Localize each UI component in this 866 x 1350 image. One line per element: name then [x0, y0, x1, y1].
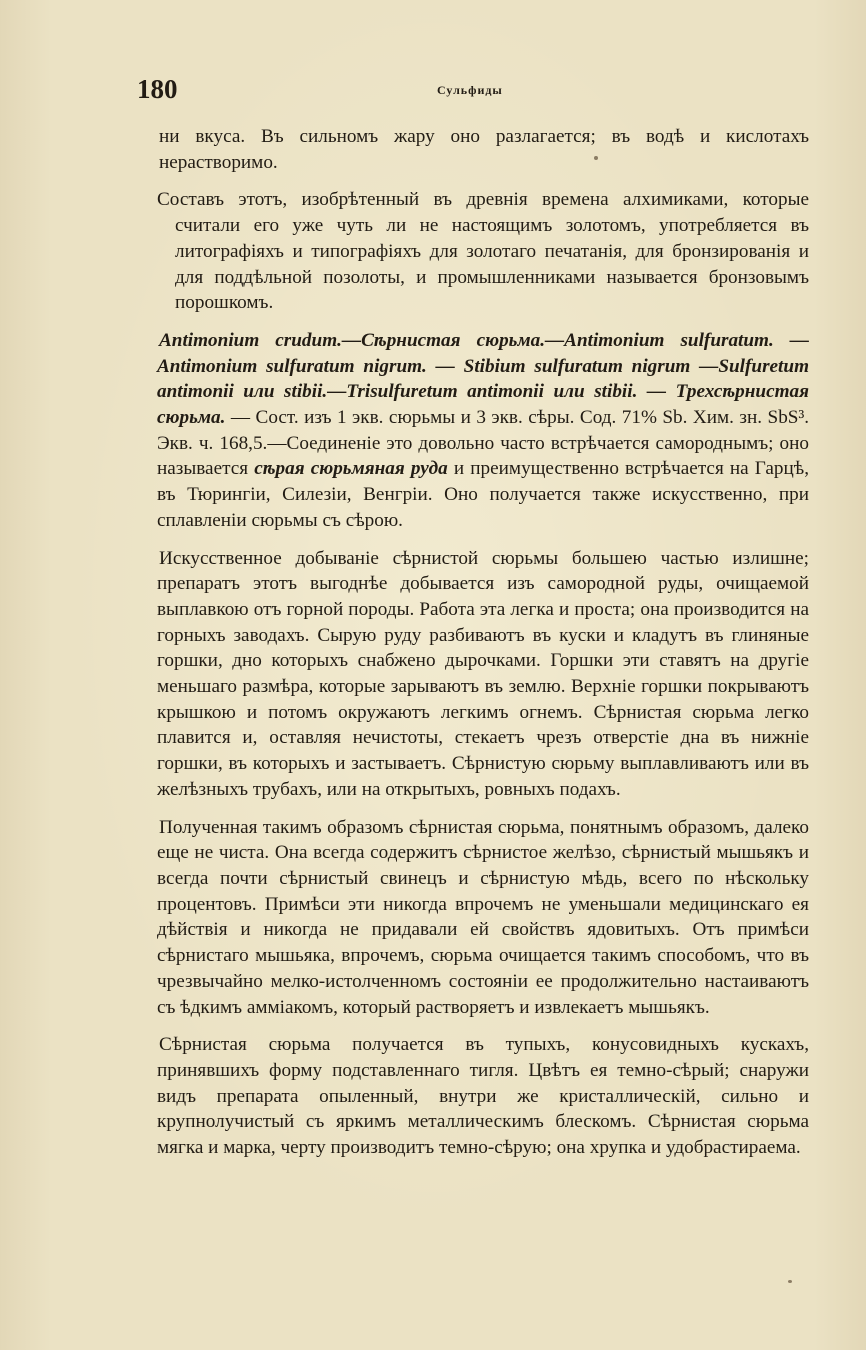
paragraph-6: Сѣрнистая сюрьма получается въ тупыхъ, конусовидныхъ кускахъ, принявшихъ форму подставленнаго тигля. Цвѣтъ ея темно-сѣрый; снаружи видъ препарата опыленный, внутри же кристаллическій, сильно и крупнолучистый съ яркимъ металлическимъ блескомъ. Сѣрнистая сюрьма мягка и марка, черту производитъ темно-сѣрую; она хрупка и удобрастираема. — [157, 1034, 809, 1159]
synonym-list: Antimonium crudum.—Сѣрнистая сюрьма.—Antimonium sulfuratum. — Antimonium sulfuratum nigrum. — Stibium sulfuratum nigrum —Sulfuretum antimonii или stibii.—Trisulfuretum antimonii или stibii. — Трехсѣрнистая сюрьма. — [157, 329, 809, 429]
paragraph-1: ни вкуса. Въ сильномъ жару оно разлагается; въ водѣ и кислотахъ нерастворимо. — [159, 126, 809, 173]
occurrence-text: и преимущественно встрѣчается на Гарцѣ, въ Тюрингіи, Силезіи, Венгріи. Оно получается также искусственно, при сплавленіи сюрьмы съ сѣрою. — [157, 458, 809, 531]
mineral-name: сѣрая сюрьмяная руда — [254, 458, 448, 480]
composition-text: — Сост. изъ 1 экв. сюрьмы и 3 экв. сѣры. Сод. 71% Sb. Хим. зн. SbS³. Экв. ч. 168,5.—Соединеніе это довольно часто встрѣчается самороднымъ; оно называется — [157, 407, 810, 480]
paragraph-4: Искусственное добываніе сѣрнистой сюрьмы большею частью излишне; препаратъ этотъ выгоднѣе добывается изъ самородной руды, очищаемой выплавкою отъ горной породы. Работа эта легка и проста; она производится на горныхъ заводахъ. Сырую руду разбиваютъ въ куски и кладутъ въ глиняные горшки, дно которыхъ снабжено дырочками. Горшки эти ставятъ на другіе меньшаго размѣра, которые зарываютъ въ землю. Верхніе горшки покрываютъ крышкою и потомъ окружаютъ легкимъ огнемъ. Сѣрнистая сюрьма легко плавится и, оставляя нечистоты, стекаетъ чрезъ отверстіе дна въ нижніе горшки, въ которыхъ и застываетъ. Сѣрнистую сюрьму выплавливаютъ или въ желѣзныхъ трубахъ, или на открытыхъ, ровныхъ подахъ. — [157, 547, 809, 800]
paper-speck — [594, 156, 598, 160]
running-title: Сульфиды — [437, 83, 503, 97]
page-header — [137, 74, 697, 108]
page-body — [157, 124, 809, 1173]
paper-speck — [788, 1280, 792, 1283]
paragraph-5: Полученная такимъ образомъ сѣрнистая сюрьма, понятнымъ образомъ, далеко еще не чиста. Она всегда содержитъ сѣрнистое желѣзо, сѣрнистый мышьякъ и всегда почти сѣрнистый свинецъ и сѣрнистую мѣдь, всего по нѣскольку процентовъ. Примѣси эти никогда впрочемъ не уменьшали медицинскаго ея дѣйствія и никогда не придавали ей свойствъ ядовитыхъ. Отъ примѣси сѣрнистаго мышьяка, впрочемъ, сюрьма очищается такимъ способомъ, что въ чрезвычайно мелко-истолченномъ состояніи ее продолжительно настаиваютъ съ ѣдкимъ амміакомъ, который растворяетъ и извлекаетъ мышьякъ. — [157, 816, 809, 1018]
paragraph-2: Составъ этотъ, изобрѣтенный въ древнія времена алхимиками, которые считали его уже чуть ли не настоящимъ золотомъ, употребляется въ литографіяхъ и типографіяхъ для золотаго печатанія, для бронзированія и для поддѣльной позолоты, и промышленниками называется бронзовымъ порошкомъ. — [157, 189, 809, 314]
page-number: 180 — [137, 74, 178, 104]
paragraph-3 — [157, 328, 809, 534]
